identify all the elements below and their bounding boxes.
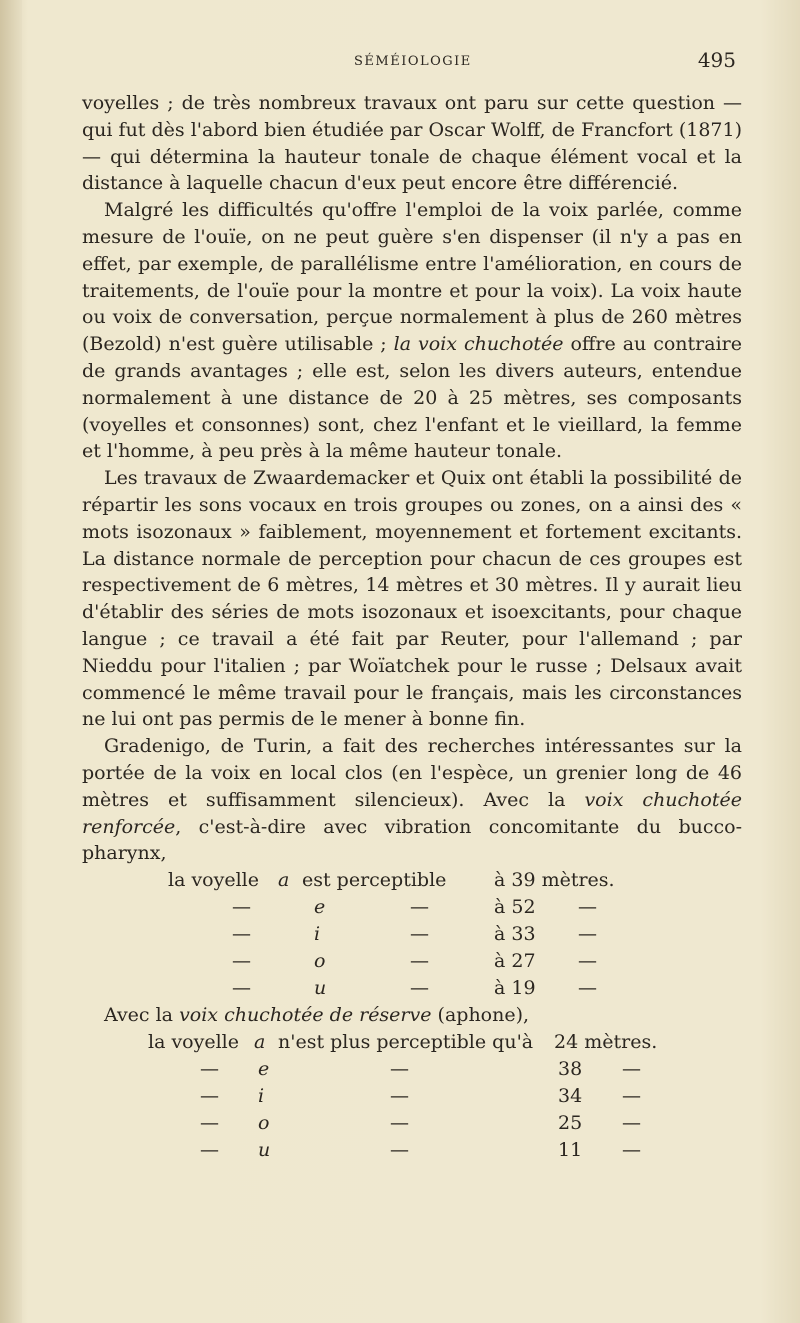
row-value: à 33 [494,923,536,946]
row-dash: — [578,950,597,973]
row-dash: — [622,1138,641,1161]
row-value: 25 [558,1111,583,1134]
table-row [82,975,742,1002]
row-dash: — [390,1138,409,1161]
table-row [82,894,742,921]
avec-la-text: Avec la [104,1004,180,1027]
paragraph-4-text: Gradenigo, de Turin, a fait des recherches intéressantes sur la portée de la voix en local clos (en l'espèce, un grenier long de 46 mètres et suffisamment silencieux). Avec la [82,735,742,811]
paragraph-4 [82,733,742,867]
row-value: à 19 [494,977,536,1000]
row-dash: — [200,1057,219,1080]
row-dash: — [622,1111,641,1134]
paragraph-3: Les travaux de Zwaardemacker et Quix ont établi la possibilité de répartir les sons vocaux en trois groupes ou zones, on a ainsi des « mots isozonaux » faiblement, moyennement et fortement excitants. La distance normale de perception pour chacun de ces groupes est respectivement de 6 mètres, 14 mètres et 30 mètres. Il y aurait lieu d'établir des séries de mots isozonaux et isoexcitants, pour chaque langue ; ce travail a été fait par Reuter, pour l'allemand ; par Nieddu pour l'italien ; par Woïatchek pour le russe ; Delsaux avait commencé le même travail pour le français, mais les circonstances ne lui ont pas permis de le mener à bonne fin. [82,467,742,731]
row-vowel: i [258,1084,265,1107]
row-dash: — [578,923,597,946]
row-dash: — [232,950,251,973]
row-middle: est perceptible [302,869,447,892]
paragraph-2-text: Malgré les difficultés qu'offre l'emploi de la voix parlée, comme mesure de l'ouïe, on ne peut guère s'en dispenser (il n'y a pas en effet, par exemple, de parallélisme entre l'amélioration, en cours de traitements, de l'ouïe pour la montre et pour la voix). La voix haute ou voix de conversation, perçue normalement à plus de 260 mètres (Bezold) n'est guère utilisable ; [82,199,742,356]
running-head: SÉMÉIOLOGIE [354,54,472,69]
row-value: 11 [558,1138,583,1161]
row-vowel: o [258,1111,270,1134]
paragraph-4-tail: , c'est-à-dire avec vibration concomitante du bucco- [175,815,742,838]
paragraph-5 [82,1002,742,1029]
row-dash: — [390,1111,409,1134]
row-dash: — [390,1057,409,1080]
aphone-text: (aphone), [431,1004,530,1027]
table-row [82,1110,742,1137]
row-dash: — [622,1057,641,1080]
table-row [82,921,742,948]
table-row [82,1083,742,1110]
row-dash: — [410,923,429,946]
row-dash: — [232,896,251,919]
row-dash: — [410,977,429,1000]
row-vowel: e [314,896,326,919]
voix-chuchotee-term: la voix chuchotée [393,333,564,356]
row-dash: — [578,896,597,919]
row-dash: — [390,1084,409,1107]
binding-edge [0,0,22,1323]
row-vowel: u [258,1138,271,1161]
row-dash: — [200,1111,219,1134]
row-vowel: o [314,950,326,973]
row-value: à 52 [494,896,536,919]
row-dash: — [410,896,429,919]
table-row [82,1056,742,1083]
row-vowel: u [314,977,327,1000]
row-value: 38 [558,1057,583,1080]
voix-renforcee-term: voix chuchotée renforcée [82,788,742,838]
table-row [82,867,742,894]
paragraph-4-end: pharynx, [82,842,167,865]
row-dash: — [232,977,251,1000]
row-vowel: e [258,1057,270,1080]
row-vowel: a [254,1030,266,1053]
row-vowel: i [314,923,321,946]
row-dash: — [200,1138,219,1161]
row-value: 24 mètres. [554,1030,658,1053]
page-header [84,48,744,78]
table-voix-reserve [82,1029,742,1164]
row-prefix: la voyelle [168,869,259,892]
table-row [82,1029,742,1056]
table-row [82,948,742,975]
row-value: à 27 [494,950,536,973]
page-number: 495 [697,48,736,72]
paragraph-1: voyelles ; de très nombreux travaux ont paru sur cette question — qui fut dès l'abord bien étudiée par Oscar Wolff, de Francfort (1871) — qui détermina la hauteur tonale de chaque élément vocal et la distance à laquelle chacun d'eux peut encore être différencié. [82,92,742,195]
row-vowel: a [278,869,290,892]
voix-reserve-term: voix chuchotée de réserve [179,1004,432,1027]
row-dash: — [232,923,251,946]
paragraph-2 [82,197,742,465]
row-value: 34 [558,1084,583,1107]
page-body [82,90,742,1164]
table-row [82,1137,742,1164]
row-middle: n'est plus perceptible qu'à [278,1030,534,1053]
row-value: à 39 mètres. [494,869,615,892]
paragraph-2-tail: offre au contraire de grands avantages ; elle est, selon les divers auteurs, entendue normalement à une distance de 20 à 25 mètres, ses composants (voyelles et consonnes) sont, chez l'enfant et le vieillard, la femme et l'homme, à peu près à la même hauteur tonale. [82,333,742,463]
table-voix-renforcee [82,867,742,1002]
row-dash: — [622,1084,641,1107]
row-dash: — [200,1084,219,1107]
row-prefix: la voyelle [148,1030,239,1053]
row-dash: — [410,950,429,973]
row-dash: — [578,977,597,1000]
